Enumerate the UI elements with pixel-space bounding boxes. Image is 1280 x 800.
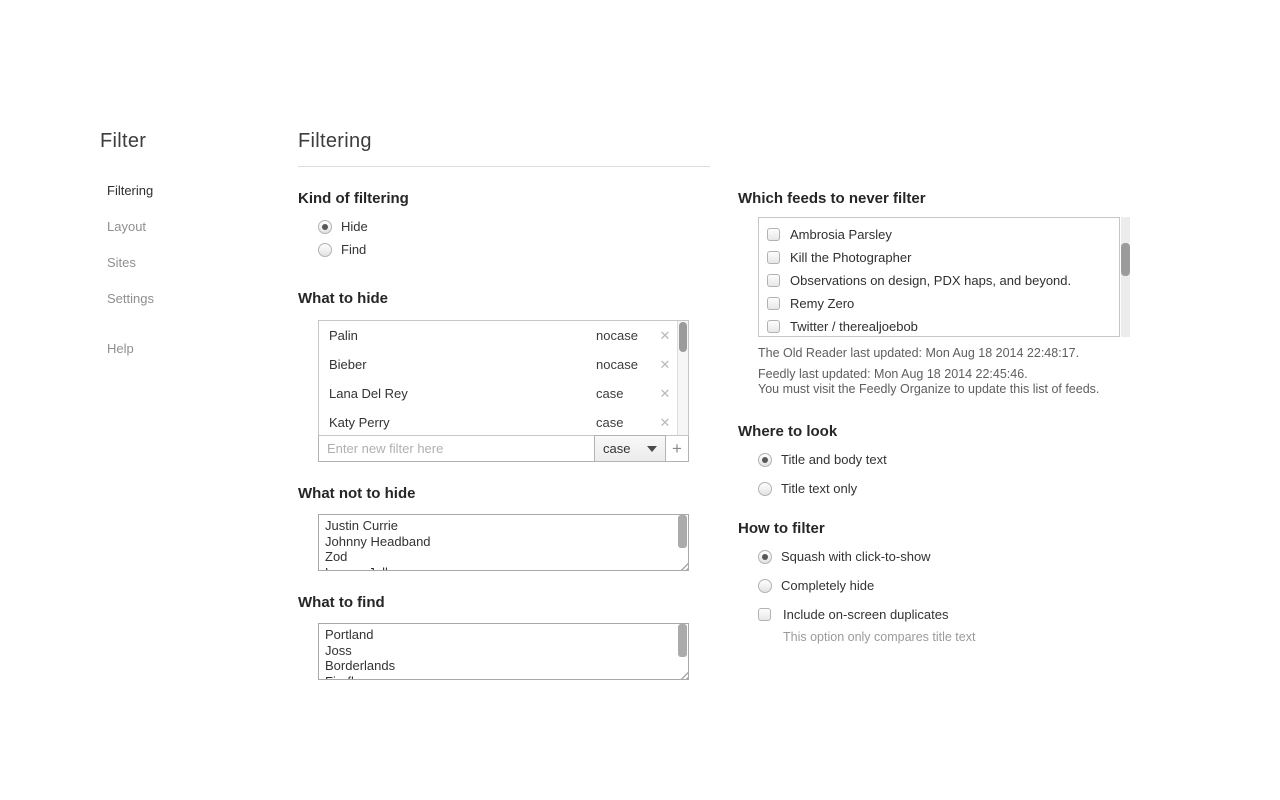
feeds-scrollbar[interactable] <box>1121 217 1130 337</box>
checkbox-icon <box>758 608 771 621</box>
remove-filter-icon[interactable]: ✕ <box>659 414 671 430</box>
scrollbar-thumb[interactable] <box>679 322 687 352</box>
how-to-filter-heading: How to filter <box>738 520 825 537</box>
include-duplicates-checkbox-row[interactable] <box>758 603 1138 626</box>
status-feedly: Feedly last updated: Mon Aug 18 2014 22:45:46. <box>758 367 1028 381</box>
feeds-heading: Which feeds to never filter <box>738 190 926 207</box>
main-panel <box>298 130 710 680</box>
chevron-down-icon <box>647 446 657 452</box>
feed-item[interactable] <box>759 246 1119 269</box>
feed-item[interactable] <box>759 292 1119 315</box>
filter-row <box>319 408 688 437</box>
hide-filter-list <box>318 320 689 462</box>
title-divider <box>298 166 710 167</box>
filter-row <box>319 350 688 379</box>
checkbox-icon <box>767 274 780 287</box>
page-title: Filtering <box>298 130 372 152</box>
radio-icon <box>758 550 772 564</box>
feed-label: Kill the Photographer <box>790 250 912 265</box>
add-filter-button[interactable] <box>665 435 689 462</box>
sidebar-item-sites[interactable]: Sites <box>107 255 136 270</box>
radio-option-completely-hide[interactable] <box>758 574 1138 597</box>
what-not-to-hide-heading: What not to hide <box>298 485 416 502</box>
status-block <box>758 346 1138 397</box>
filter-term: Palin <box>329 328 358 343</box>
radio-label: Title text only <box>781 481 858 496</box>
new-filter-input[interactable] <box>318 435 595 462</box>
checkbox-label: Include on-screen duplicates <box>783 607 949 622</box>
feed-item[interactable] <box>759 223 1119 246</box>
filter-row <box>319 379 688 408</box>
checkbox-icon <box>767 251 780 264</box>
filter-mode: nocase <box>596 357 638 372</box>
filter-row <box>319 321 688 350</box>
radio-icon <box>758 453 772 467</box>
list-scrollbar[interactable] <box>677 321 688 435</box>
feed-item[interactable] <box>759 269 1119 292</box>
filter-mode: case <box>596 386 624 401</box>
kind-of-filtering-heading: Kind of filtering <box>298 190 409 207</box>
feeds-list <box>758 217 1120 337</box>
feed-label: Ambrosia Parsley <box>790 227 892 242</box>
radio-label: Hide <box>341 219 368 234</box>
scrollbar-thumb[interactable] <box>1121 243 1130 276</box>
filter-term: Katy Perry <box>329 415 390 430</box>
remove-filter-icon[interactable]: ✕ <box>659 327 671 343</box>
checkbox-icon <box>767 320 780 333</box>
what-to-hide-heading: What to hide <box>298 290 388 307</box>
whitelist-textarea[interactable] <box>318 514 689 571</box>
radio-icon <box>758 579 772 593</box>
find-area <box>318 623 689 680</box>
filter-term: Bieber <box>329 357 367 372</box>
radio-label: Squash with click-to-show <box>781 549 931 564</box>
radio-label: Find <box>341 242 367 257</box>
sidebar-title: Filter <box>100 130 147 152</box>
radio-option-squash[interactable] <box>758 545 1138 568</box>
case-mode-value: case <box>603 441 631 456</box>
radio-option-find[interactable] <box>318 238 710 261</box>
how-to-filter-options <box>758 545 1138 644</box>
checkbox-icon <box>767 297 780 310</box>
feed-label: Twitter / therealjoebob <box>790 319 918 334</box>
checkbox-icon <box>767 228 780 241</box>
plus-icon: + <box>672 438 682 458</box>
textarea-scrollbar-thumb[interactable] <box>678 515 687 548</box>
remove-filter-icon[interactable]: ✕ <box>659 385 671 401</box>
sidebar-item-filtering[interactable]: Filtering <box>107 183 154 198</box>
radio-option-title-only[interactable] <box>758 477 1138 500</box>
sidebar-item-layout[interactable]: Layout <box>107 219 147 234</box>
status-feedly-note: You must visit the Feedly Organize to update this list of feeds. <box>758 382 1100 396</box>
radio-icon <box>758 482 772 496</box>
filter-mode: nocase <box>596 328 638 343</box>
radio-icon <box>318 243 332 257</box>
radio-label: Title and body text <box>781 452 887 467</box>
radio-label: Completely hide <box>781 578 875 593</box>
radio-option-hide[interactable] <box>318 215 710 238</box>
filter-mode: case <box>596 415 624 430</box>
find-textarea[interactable] <box>318 623 689 680</box>
sidebar-item-help[interactable]: Help <box>107 341 134 356</box>
filter-term: Lana Del Rey <box>329 386 408 401</box>
sidebar-item-settings[interactable]: Settings <box>107 291 154 306</box>
whitelist-area <box>318 514 689 571</box>
kind-of-filtering-options <box>318 215 710 261</box>
textarea-scrollbar-thumb[interactable] <box>678 624 687 657</box>
where-to-look-heading: Where to look <box>738 423 838 440</box>
sidebar <box>100 130 270 377</box>
new-filter-row <box>318 435 689 462</box>
case-mode-select[interactable] <box>594 435 666 462</box>
radio-icon <box>318 220 332 234</box>
feed-label: Observations on design, PDX haps, and beyond. <box>790 273 1072 288</box>
feeds-list-area <box>758 217 1120 337</box>
sidebar-nav <box>107 183 270 356</box>
hide-filter-box <box>318 320 689 436</box>
what-to-find-heading: What to find <box>298 594 385 611</box>
remove-filter-icon[interactable]: ✕ <box>659 356 671 372</box>
status-old-reader: The Old Reader last updated: Mon Aug 18 2014 22:48:17. <box>758 346 1080 360</box>
duplicates-note: This option only compares title text <box>783 630 976 644</box>
feed-item[interactable] <box>759 315 1119 337</box>
radio-option-title-and-body[interactable] <box>758 448 1138 471</box>
where-to-look-options <box>758 448 1138 500</box>
right-panel <box>738 190 1138 644</box>
feed-label: Remy Zero <box>790 296 855 311</box>
